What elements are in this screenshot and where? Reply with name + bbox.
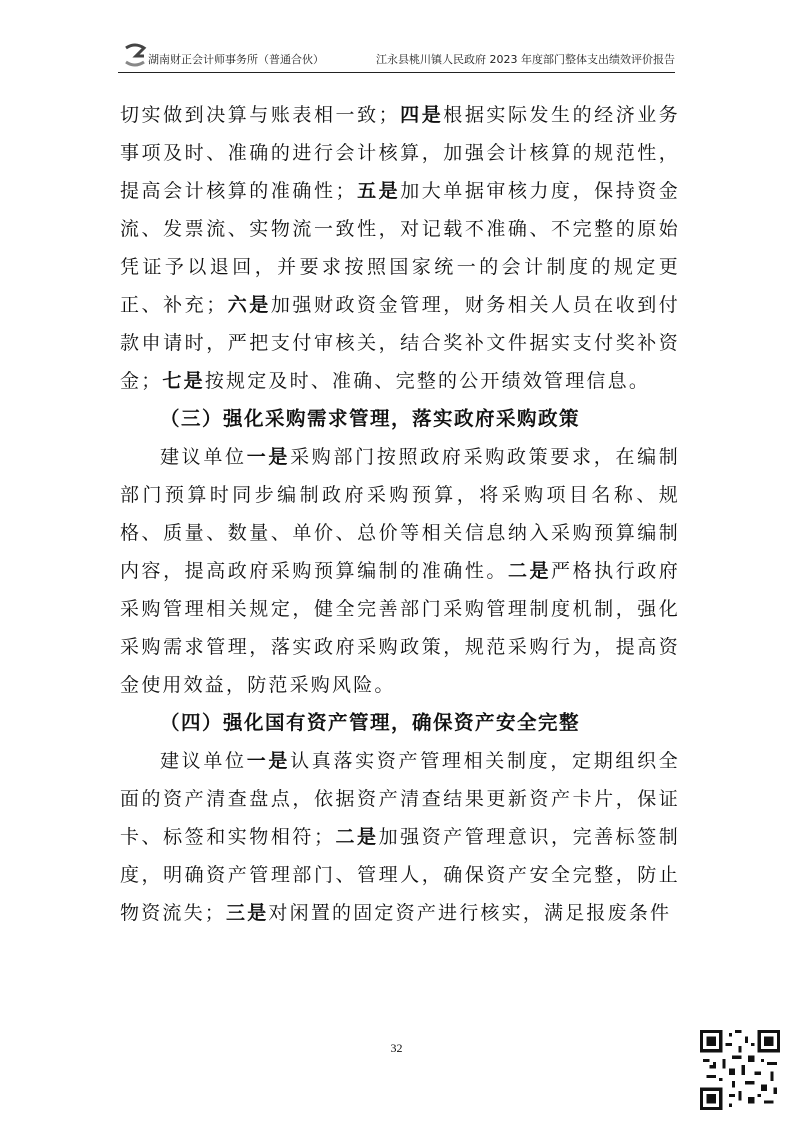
text-segment: 严格执行政府采购管理相关规定，健全完善部门采购管理制度机制，强化采购需求管理，落实政府采购政策，规范采购行为，提高资金使用效益，防范采购风险。	[120, 560, 681, 696]
emphasis-seven: 七是	[162, 370, 205, 392]
emphasis-one: 一是	[246, 750, 291, 772]
qr-code-icon	[700, 1030, 780, 1110]
emphasis-six: 六是	[227, 294, 271, 316]
text-segment: 建议单位	[160, 446, 247, 468]
section-heading-3: （三）强化采购需求管理，落实政府采购政策	[160, 407, 581, 430]
section-heading-4: （四）强化国有资产管理，确保资产安全完整	[160, 711, 581, 734]
text-segment: 加强财政资金管理，财务相关人员在收到付款申请时，严把支付审核关，结合奖补文件据实支付奖补资金；	[120, 294, 680, 392]
paragraph-assets	[120, 742, 680, 932]
page-header	[122, 48, 675, 70]
paragraph-accounting	[120, 96, 680, 400]
emphasis-three: 三是	[226, 902, 269, 924]
header-divider	[118, 72, 675, 73]
emphasis-five: 五是	[356, 180, 401, 202]
text-segment: 采购部门按照政府采购政策要求，在编制部门预算时同步编制政府采购预算，将采购项目名称、规格、质量、数量、单价、总价等相关信息纳入采购预算编制内容，提高政府采购预算编制的准确性。	[120, 446, 680, 582]
emphasis-two: 二是	[507, 560, 552, 582]
text-segment: 认真落实资产管理相关制度，定期组织全面的资产清查盘点，依据资产清查结果更新资产卡片，保证卡、标签和实物相符；	[120, 750, 680, 848]
text-segment: 建议单位	[160, 750, 247, 772]
text-segment: 根据实际发生的经济业务事项及时、准确的进行会计核算，加强会计核算的规范性，提高会计核算的准确性；	[120, 104, 681, 202]
firm-logo-icon	[122, 42, 148, 68]
paragraph-procurement	[120, 438, 680, 704]
text-segment: 对闲置的固定资产进行核实，满足报废条件	[268, 902, 672, 924]
emphasis-two: 二是	[335, 826, 379, 848]
header-report-title: 江永县桃川镇人民政府 2023 年度部门整体支出绩效评价报告	[376, 53, 675, 66]
header-firm-name: 湖南财正会计师事务所（普通合伙）	[148, 53, 324, 66]
document-body	[120, 96, 680, 932]
text-segment: 切实做到决算与账表相一致；	[120, 104, 400, 126]
text-segment: 加强资产管理意识，完善标签制度，明确资产管理部门、管理人，确保资产安全完整，防止物资流失；	[120, 826, 680, 924]
page-number: 32	[390, 1041, 403, 1055]
text-segment: 按规定及时、准确、完整的公开绩效管理信息。	[204, 370, 651, 392]
emphasis-one: 一是	[246, 446, 291, 468]
emphasis-four: 四是	[399, 104, 444, 126]
text-segment: 加大单据审核力度，保持资金流、发票流、实物流一致性，对记载不准确、不完整的原始凭证予以退回，并要求按照国家统一的会计制度的规定更正、补充；	[120, 180, 681, 316]
